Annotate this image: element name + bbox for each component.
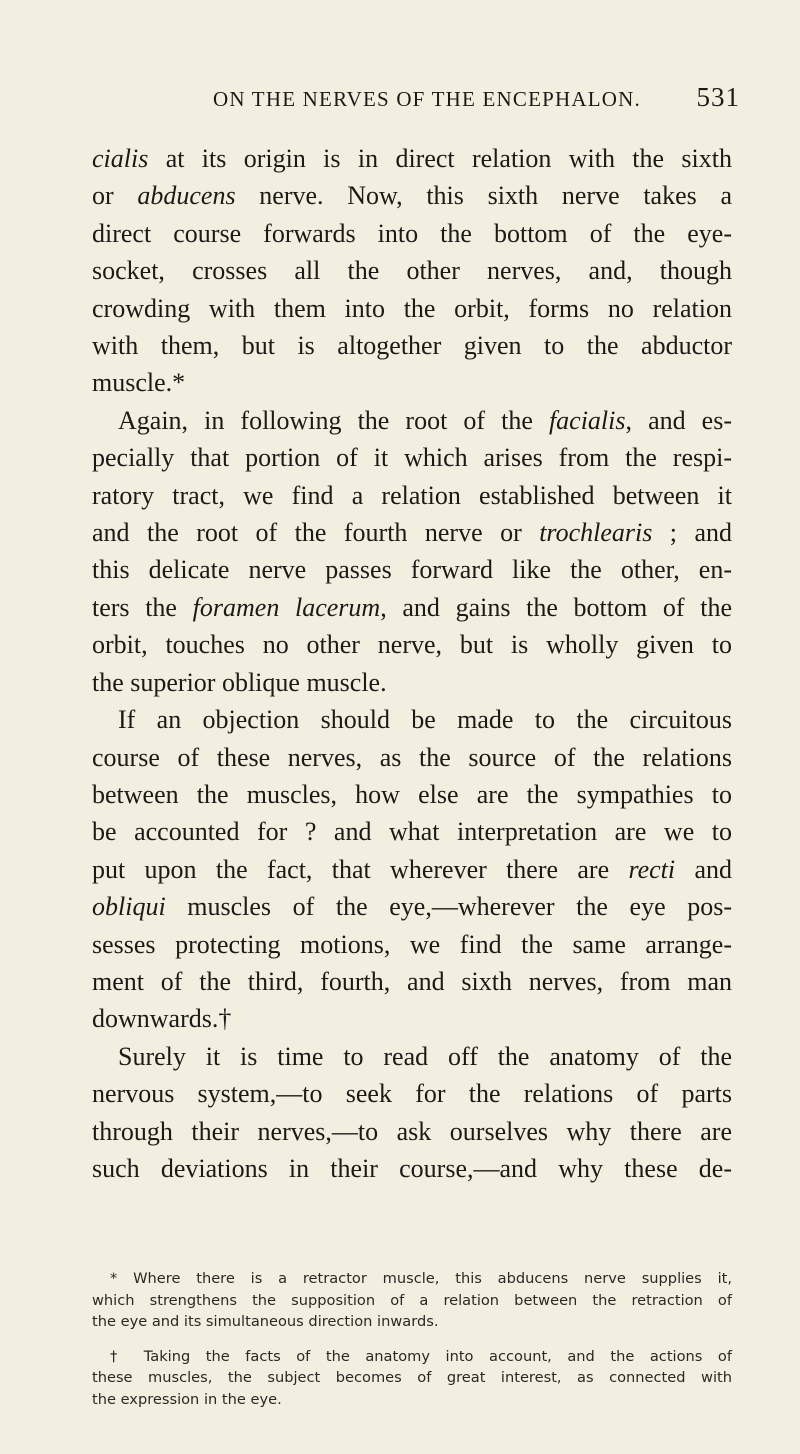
footnote-asterisk xyxy=(92,1268,732,1333)
footnote-line: these muscles, the subject becomes of great interest, as connected with xyxy=(92,1369,732,1386)
text-line: muscle.* xyxy=(92,368,186,398)
text-line: pecially that portion of it which arises from the respi- xyxy=(92,443,732,473)
text-line: Again, in following the root of the facialis, and es- xyxy=(118,405,732,435)
text-line: Surely it is time to read off the anatomy of the xyxy=(118,1041,732,1071)
footnote-line: * Where there is a retractor muscle, this abducens nerve supplies it, xyxy=(110,1270,732,1287)
text-line: this delicate nerve passes forward like the other, en- xyxy=(92,555,732,585)
text-line: through their nerves,—to ask ourselves why there are xyxy=(92,1116,732,1146)
running-head xyxy=(213,84,740,114)
running-title: ON THE NERVES OF THE ENCEPHALON. xyxy=(213,87,641,111)
text-line: nervous system,—to seek for the relations of parts xyxy=(92,1079,732,1109)
text-line: obliqui muscles of the eye,—wherever the eye pos- xyxy=(92,892,732,922)
text-line: socket, crosses all the other nerves, and, though xyxy=(92,256,732,286)
text-line: the superior oblique muscle. xyxy=(92,667,387,697)
text-line: crowding with them into the orbit, forms no relation xyxy=(92,293,732,323)
text-line: course of these nerves, as the source of the relations xyxy=(92,742,732,772)
text-line: If an objection should be made to the circuitous xyxy=(118,705,732,735)
text-line: ratory tract, we find a relation established between it xyxy=(92,480,732,510)
text-line: such deviations in their course,—and why these de- xyxy=(92,1153,732,1183)
footnote-dagger xyxy=(92,1346,732,1411)
text-line: and the root of the fourth nerve or trochlearis ; and xyxy=(92,518,733,548)
text-line: be accounted for ? and what interpretation are we to xyxy=(92,817,732,847)
footnote-line: the expression in the eye. xyxy=(92,1390,282,1408)
footnotes xyxy=(92,1268,732,1423)
text-line: between the muscles, how else are the sympathies to xyxy=(92,779,732,809)
text-line: ment of the third, fourth, and sixth nerves, from man xyxy=(92,966,732,996)
text-line: with them, but is altogether given to the abductor xyxy=(92,331,732,361)
text-line: direct course forwards into the bottom of the eye- xyxy=(92,218,732,248)
text-line: put upon the fact, that wherever there are recti and xyxy=(92,854,732,884)
footnote-line: the eye and its simultaneous direction inwards. xyxy=(92,1313,439,1330)
footnote-line: which strengthens the supposition of a relation between the retraction of xyxy=(92,1291,732,1309)
body-text xyxy=(92,140,732,1187)
text-line: ters the foramen lacerum, and gains the bottom of the xyxy=(92,592,732,622)
text-line: sesses protecting motions, we find the same arrange- xyxy=(92,929,732,959)
text-line: cialis at its origin is in direct relation with the sixth xyxy=(92,144,732,173)
text-line: downwards.† xyxy=(92,1004,232,1034)
page-number: 531 xyxy=(696,82,740,112)
text-line: or abducens nerve. Now, this sixth nerve takes a xyxy=(92,181,732,211)
footnote-line: † Taking the facts of the anatomy into account, and the actions of xyxy=(110,1347,732,1365)
text-line: orbit, touches no other nerve, but is wholly given to xyxy=(92,630,732,660)
